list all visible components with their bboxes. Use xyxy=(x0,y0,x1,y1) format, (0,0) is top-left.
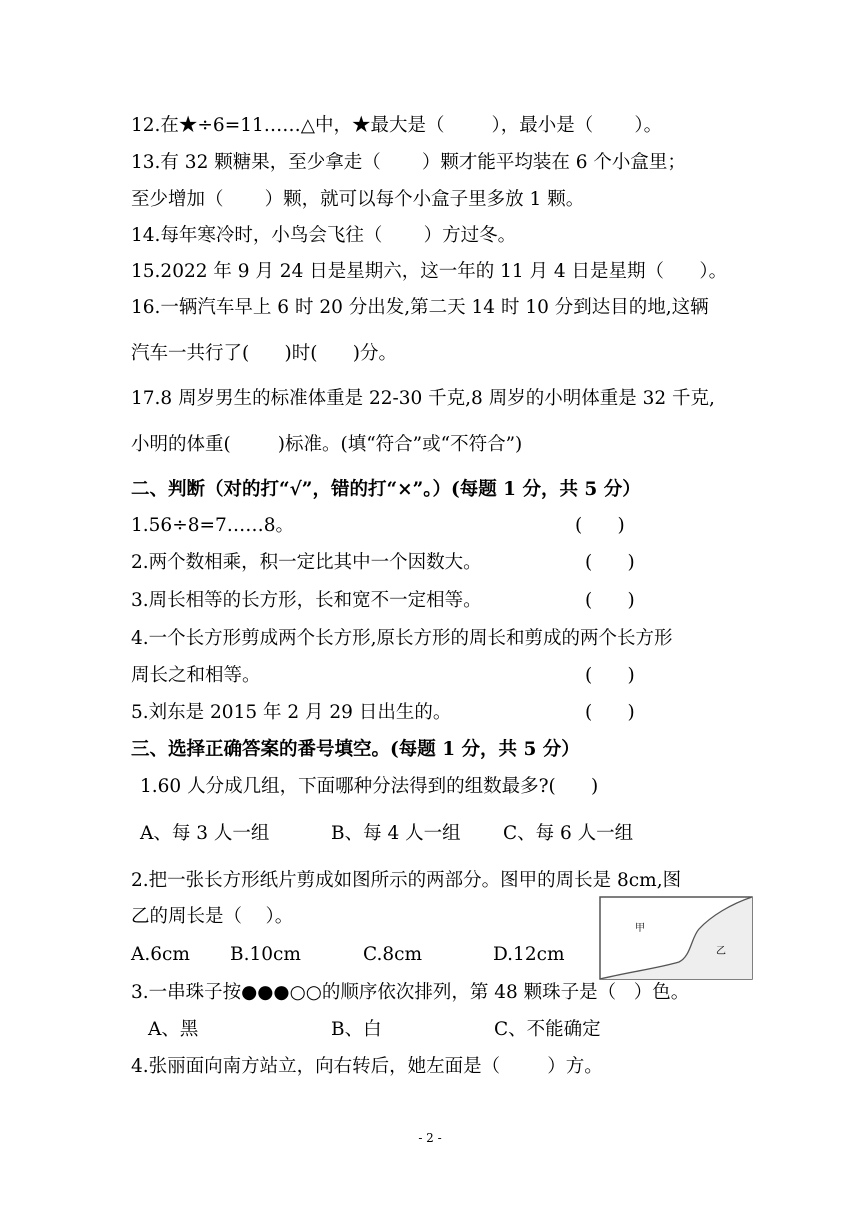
judge-item-2: 2.两个数相乘，积一定比其中一个因数大。 xyxy=(131,552,482,573)
section2-heading: 二、判断（对的打“√”，错的打“×”。）(每题 1 分，共 5 分） xyxy=(131,479,641,500)
choice-q2-option-a: A.6cm xyxy=(131,944,190,965)
judge-item-5: 5.刘东是 2015 年 2 月 29 日出生的。 xyxy=(131,702,452,723)
question-13-line2: 至少增加（ ）颗，就可以每个小盒子里多放 1 颗。 xyxy=(131,189,585,210)
question-13-line1: 13.有 32 颗糖果，至少拿走（ ）颗才能平均装在 6 个小盒里； xyxy=(131,152,686,173)
choice-q3-option-a: A、黑 xyxy=(148,1019,199,1040)
judge-paren-3: ( ) xyxy=(585,590,635,611)
judge-item-4: 4.一个长方形剪成两个长方形,原长方形的周长和剪成的两个长方形 xyxy=(131,628,673,649)
question-12: 12.在★÷6=11……△中，★最大是（ ），最小是（ ）。 xyxy=(131,115,663,136)
judge-paren-2: ( ) xyxy=(585,552,635,573)
choice-q1-option-a: A、每 3 人一组 xyxy=(140,823,270,844)
choice-q1-option-b: B、每 4 人一组 xyxy=(331,823,461,844)
choice-q2-line1: 2.把一张长方形纸片剪成如图所示的两部分。图甲的周长是 8cm,图 xyxy=(131,870,682,891)
question-17-line2: 小明的体重( )标准。(填“符合”或“不符合”) xyxy=(131,434,523,455)
judge-paren-5: ( ) xyxy=(585,702,635,723)
question-15: 15.2022 年 9 月 24 日是星期六，这一年的 11 月 4 日是星期（ ）。 xyxy=(131,261,728,282)
figure-label-a: 甲 xyxy=(635,923,645,934)
judge-paren-4: ( ) xyxy=(585,665,635,686)
rectangle-cut-figure xyxy=(599,896,753,980)
judge-paren-1: ( ) xyxy=(575,515,625,536)
question-17-line1: 17.8 周岁男生的标准体重是 22-30 千克,8 周岁的小明体重是 32 千克, xyxy=(131,388,715,409)
choice-q2-option-c: C.8cm xyxy=(363,944,423,965)
choice-q2-line2: 乙的周长是（ ）。 xyxy=(131,906,294,927)
choice-q3: 3.一串珠子按●●●○○的顺序依次排列，第 48 颗珠子是（ ）色。 xyxy=(131,982,690,1003)
choice-q1-option-c: C、每 6 人一组 xyxy=(503,823,634,844)
question-14: 14.每年寒冷时，小鸟会飞往（ ）方过冬。 xyxy=(131,225,517,246)
page-number: - 2 - xyxy=(418,1131,442,1145)
choice-q4: 4.张丽面向南方站立，向右转后，她左面是（ ）方。 xyxy=(131,1056,603,1077)
judge-item-4-cont: 周长之和相等。 xyxy=(131,665,261,686)
question-16-line1: 16.一辆汽车早上 6 时 20 分出发,第二天 14 时 10 分到达目的地,这辆 xyxy=(131,297,709,318)
choice-q3-option-c: C、不能确定 xyxy=(494,1019,601,1040)
choice-q2-option-d: D.12cm xyxy=(493,944,565,965)
choice-q3-option-b: B、白 xyxy=(331,1019,382,1040)
question-16-line2: 汽车一共行了( )时( )分。 xyxy=(131,343,397,364)
judge-item-3: 3.周长相等的长方形，长和宽不一定相等。 xyxy=(131,590,482,611)
section3-heading: 三、选择正确答案的番号填空。(每题 1 分，共 5 分） xyxy=(131,739,580,760)
choice-q2-option-b: B.10cm xyxy=(230,944,301,965)
judge-item-1: 1.56÷8=7……8。 xyxy=(131,515,295,536)
figure-label-b: 乙 xyxy=(716,946,726,957)
choice-q1: 1.60 人分成几组，下面哪种分法得到的组数最多?( ) xyxy=(140,776,599,797)
